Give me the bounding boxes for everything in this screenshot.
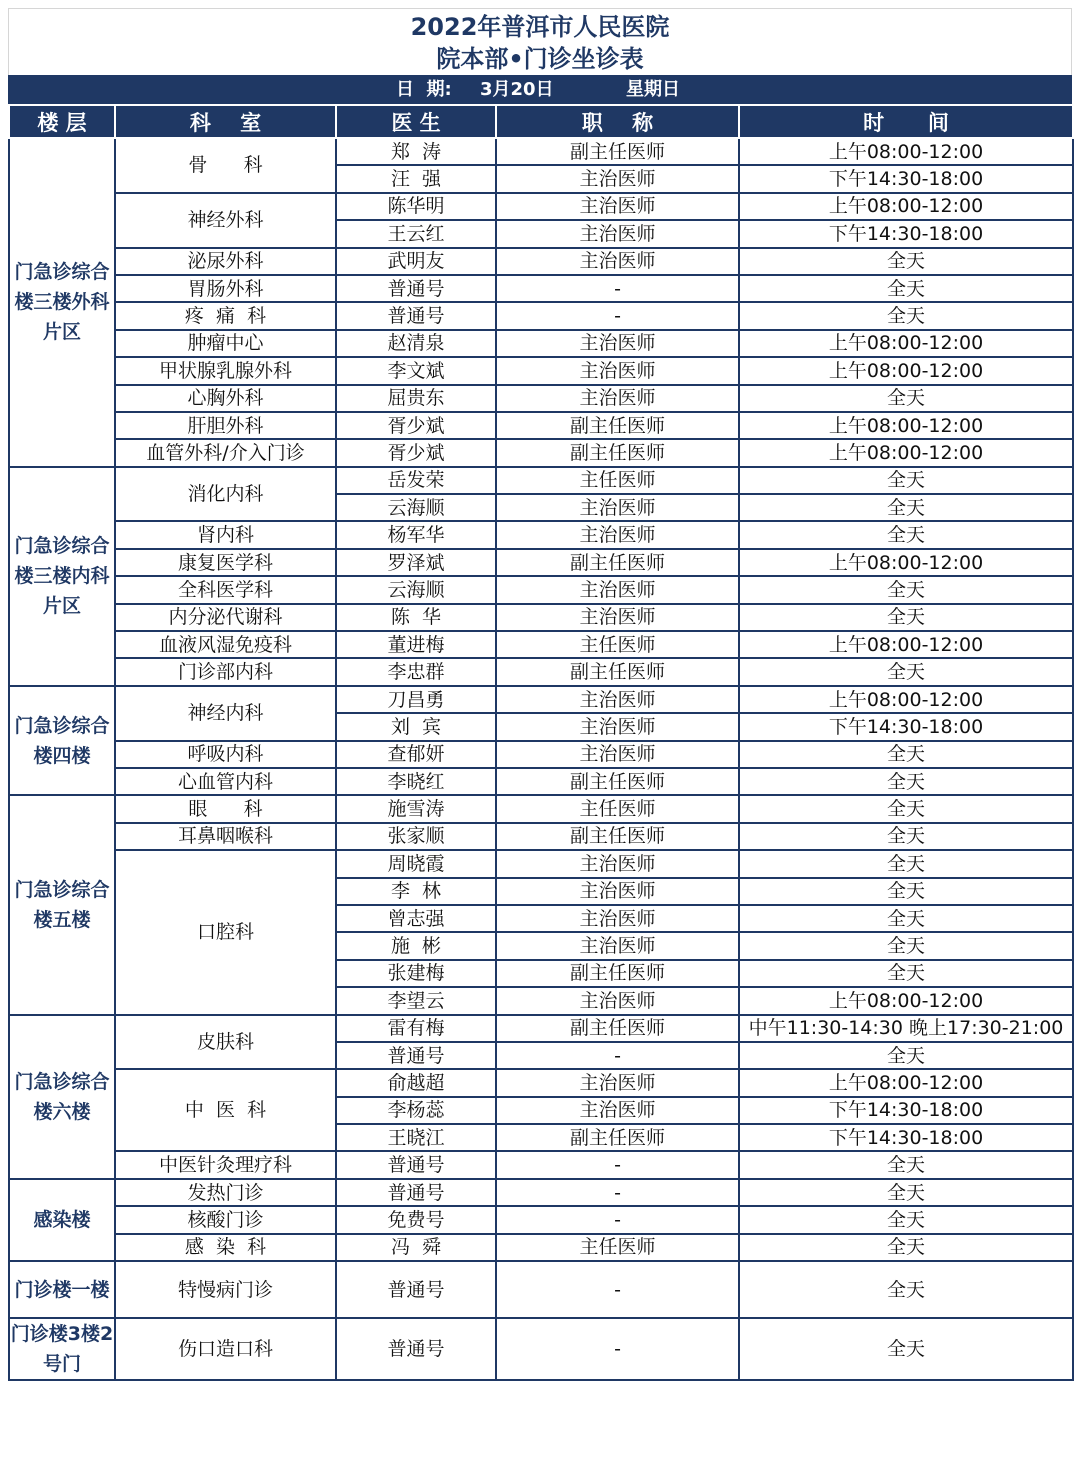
col-header-time: 时 间	[739, 105, 1073, 138]
date-bar	[8, 75, 1072, 104]
doctor-cell: 免费号	[336, 1206, 496, 1233]
department-cell: 血液风湿免疫科	[115, 631, 336, 658]
time-cell: 全天	[739, 385, 1073, 412]
time-cell: 全天	[739, 932, 1073, 959]
department-cell: 皮肤科	[115, 1015, 336, 1070]
doctor-cell: 普通号	[336, 275, 496, 302]
page-title: 2022年普洱市人民医院	[410, 13, 670, 41]
doctor-cell: 普通号	[336, 1151, 496, 1178]
table-row	[9, 604, 1073, 631]
time-cell: 下午14:30-18:00	[739, 165, 1073, 192]
department-cell: 全科医学科	[115, 576, 336, 603]
table-row	[9, 1261, 1073, 1318]
time-cell: 全天	[739, 576, 1073, 603]
department-cell: 发热门诊	[115, 1179, 336, 1206]
time-cell: 上午08:00-12:00	[739, 631, 1073, 658]
table-row	[9, 823, 1073, 850]
time-cell: 全天	[739, 823, 1073, 850]
department-cell: 中 医 科	[115, 1069, 336, 1151]
table-row	[9, 1015, 1073, 1042]
title-cell: 主治医师	[496, 686, 739, 713]
doctor-cell: 武明友	[336, 248, 496, 275]
department-cell: 甲状腺乳腺外科	[115, 357, 336, 384]
table-row	[9, 686, 1073, 713]
doctor-cell: 李忠群	[336, 658, 496, 685]
title-cell: 主治医师	[496, 850, 739, 877]
doctor-cell: 李晓红	[336, 768, 496, 795]
doctor-cell: 屈贵东	[336, 385, 496, 412]
title-cell: 主任医师	[496, 795, 739, 822]
title-cell: -	[496, 1206, 739, 1233]
time-cell: 上午08:00-12:00	[739, 439, 1073, 466]
time-cell: 全天	[739, 878, 1073, 905]
floor-cell: 门急诊综合楼四楼	[9, 686, 115, 796]
title-cell: 主治医师	[496, 220, 739, 247]
doctor-cell: 张家顺	[336, 823, 496, 850]
time-cell: 全天	[739, 1261, 1073, 1318]
department-cell: 特慢病门诊	[115, 1261, 336, 1318]
table-row	[9, 1179, 1073, 1206]
doctor-cell: 云海顺	[336, 494, 496, 521]
doctor-cell: 陈华明	[336, 193, 496, 220]
department-cell: 耳鼻咽喉科	[115, 823, 336, 850]
title-cell: 副主任医师	[496, 1124, 739, 1151]
department-cell: 内分泌代谢科	[115, 604, 336, 631]
col-header-department: 科 室	[115, 105, 336, 138]
department-cell: 神经内科	[115, 686, 336, 741]
title-cell: 副主任医师	[496, 960, 739, 987]
doctor-cell: 赵清泉	[336, 330, 496, 357]
doctor-cell: 罗泽斌	[336, 549, 496, 576]
time-cell: 上午08:00-12:00	[739, 987, 1073, 1014]
department-cell: 伤口造口科	[115, 1318, 336, 1380]
time-cell: 全天	[739, 248, 1073, 275]
title-cell: -	[496, 1151, 739, 1178]
doctor-cell: 施雪涛	[336, 795, 496, 822]
doctor-cell: 刀昌勇	[336, 686, 496, 713]
doctor-cell: 王云红	[336, 220, 496, 247]
department-cell: 泌尿外科	[115, 248, 336, 275]
time-cell: 全天	[739, 795, 1073, 822]
time-cell: 全天	[739, 741, 1073, 768]
department-cell: 胃肠外科	[115, 275, 336, 302]
time-cell: 全天	[739, 1179, 1073, 1206]
title-cell: -	[496, 275, 739, 302]
time-cell: 全天	[739, 1042, 1073, 1069]
doctor-cell: 冯 舜	[336, 1234, 496, 1261]
doctor-cell: 周晓霞	[336, 850, 496, 877]
department-cell: 骨 科	[115, 138, 336, 193]
time-cell: 全天	[739, 494, 1073, 521]
doctor-cell: 岳发荣	[336, 467, 496, 494]
doctor-cell: 云海顺	[336, 576, 496, 603]
doctor-cell: 王晓江	[336, 1124, 496, 1151]
time-cell: 全天	[739, 1206, 1073, 1233]
title-cell: 副主任医师	[496, 138, 739, 165]
table-row	[9, 357, 1073, 384]
department-cell: 核酸门诊	[115, 1206, 336, 1233]
time-cell: 全天	[739, 850, 1073, 877]
time-cell: 全天	[739, 1234, 1073, 1261]
doctor-cell: 李望云	[336, 987, 496, 1014]
title-cell: 主治医师	[496, 1097, 739, 1124]
weekday-value: 星期日	[626, 79, 680, 100]
title-cell: 主治医师	[496, 604, 739, 631]
title-cell: 主治医师	[496, 494, 739, 521]
doctor-cell: 董进梅	[336, 631, 496, 658]
table-row	[9, 1318, 1073, 1380]
doctor-cell: 陈 华	[336, 604, 496, 631]
department-cell: 呼吸内科	[115, 741, 336, 768]
table-row	[9, 768, 1073, 795]
time-cell: 下午14:30-18:00	[739, 713, 1073, 740]
title-cell: 副主任医师	[496, 439, 739, 466]
time-cell: 中午11:30-14:30 晚上17:30-21:00	[739, 1015, 1073, 1042]
title-cell: 副主任医师	[496, 658, 739, 685]
doctor-cell: 李 林	[336, 878, 496, 905]
department-cell: 眼 科	[115, 795, 336, 822]
doctor-cell: 郑 涛	[336, 138, 496, 165]
time-cell: 全天	[739, 905, 1073, 932]
date-value: 3月20日	[480, 79, 554, 100]
page-subtitle: 院本部•门诊坐诊表	[436, 45, 644, 73]
doctor-cell: 胥少斌	[336, 439, 496, 466]
time-cell: 上午08:00-12:00	[739, 357, 1073, 384]
department-cell: 门诊部内科	[115, 658, 336, 685]
time-cell: 全天	[739, 1318, 1073, 1380]
doctor-cell: 汪 强	[336, 165, 496, 192]
title-cell: 主治医师	[496, 987, 739, 1014]
title-cell: 主治医师	[496, 193, 739, 220]
department-cell: 血管外科/介入门诊	[115, 439, 336, 466]
time-cell: 全天	[739, 302, 1073, 329]
table-row	[9, 1234, 1073, 1261]
department-cell: 肾内科	[115, 521, 336, 548]
time-cell: 上午08:00-12:00	[739, 193, 1073, 220]
title-cell: 主治医师	[496, 905, 739, 932]
schedule-sheet	[8, 8, 1072, 1381]
time-cell: 全天	[739, 275, 1073, 302]
department-cell: 神经外科	[115, 193, 336, 248]
title-cell: -	[496, 1318, 739, 1380]
title-cell: 副主任医师	[496, 412, 739, 439]
title-cell: 主治医师	[496, 932, 739, 959]
time-cell: 上午08:00-12:00	[739, 138, 1073, 165]
title-cell: 主治医师	[496, 165, 739, 192]
time-cell: 上午08:00-12:00	[739, 1069, 1073, 1096]
time-cell: 全天	[739, 467, 1073, 494]
time-cell: 上午08:00-12:00	[739, 412, 1073, 439]
doctor-cell: 曾志强	[336, 905, 496, 932]
table-row	[9, 549, 1073, 576]
department-cell: 康复医学科	[115, 549, 336, 576]
table-row	[9, 138, 1073, 165]
doctor-cell: 查郁妍	[336, 741, 496, 768]
doctor-cell: 普通号	[336, 1179, 496, 1206]
title-cell: 副主任医师	[496, 768, 739, 795]
title-cell: 主治医师	[496, 713, 739, 740]
title-block	[8, 8, 1072, 75]
department-cell: 肿瘤中心	[115, 330, 336, 357]
title-cell: -	[496, 1261, 739, 1318]
table-row	[9, 385, 1073, 412]
time-cell: 下午14:30-18:00	[739, 1124, 1073, 1151]
doctor-cell: 张建梅	[336, 960, 496, 987]
date-label: 日 期:	[396, 79, 452, 100]
time-cell: 上午08:00-12:00	[739, 330, 1073, 357]
time-cell: 全天	[739, 960, 1073, 987]
table-row	[9, 658, 1073, 685]
table-row	[9, 248, 1073, 275]
department-cell: 肝胆外科	[115, 412, 336, 439]
doctor-cell: 普通号	[336, 1318, 496, 1380]
department-cell: 口腔科	[115, 850, 336, 1014]
floor-cell: 门诊楼3楼2号门	[9, 1318, 115, 1380]
table-row	[9, 850, 1073, 877]
col-header-doctor: 医 生	[336, 105, 496, 138]
floor-cell: 门急诊综合楼三楼内科片区	[9, 467, 115, 686]
table-row	[9, 1069, 1073, 1096]
time-cell: 下午14:30-18:00	[739, 1097, 1073, 1124]
title-cell: 主治医师	[496, 741, 739, 768]
table-row	[9, 330, 1073, 357]
doctor-cell: 施 彬	[336, 932, 496, 959]
title-cell: 主治医师	[496, 576, 739, 603]
time-cell: 上午08:00-12:00	[739, 686, 1073, 713]
title-cell: 主治医师	[496, 385, 739, 412]
time-cell: 全天	[739, 604, 1073, 631]
time-cell: 全天	[739, 658, 1073, 685]
department-cell: 疼 痛 科	[115, 302, 336, 329]
table-row	[9, 1151, 1073, 1178]
department-cell: 心胸外科	[115, 385, 336, 412]
doctor-cell: 李文斌	[336, 357, 496, 384]
title-cell: -	[496, 302, 739, 329]
doctor-cell: 李杨蕊	[336, 1097, 496, 1124]
doctor-cell: 俞越超	[336, 1069, 496, 1096]
table-row	[9, 467, 1073, 494]
floor-cell: 门急诊综合楼三楼外科片区	[9, 138, 115, 467]
schedule-table	[8, 104, 1074, 1381]
floor-cell: 门急诊综合楼六楼	[9, 1015, 115, 1179]
time-cell: 上午08:00-12:00	[739, 549, 1073, 576]
department-cell: 感 染 科	[115, 1234, 336, 1261]
col-header-title: 职 称	[496, 105, 739, 138]
floor-cell: 门诊楼一楼	[9, 1261, 115, 1318]
table-row	[9, 275, 1073, 302]
table-row	[9, 795, 1073, 822]
doctor-cell: 普通号	[336, 1261, 496, 1318]
title-cell: 主治医师	[496, 521, 739, 548]
table-row	[9, 631, 1073, 658]
department-cell: 中医针灸理疗科	[115, 1151, 336, 1178]
title-cell: 主任医师	[496, 631, 739, 658]
time-cell: 全天	[739, 521, 1073, 548]
floor-cell: 感染楼	[9, 1179, 115, 1261]
title-cell: 主治医师	[496, 357, 739, 384]
title-cell: 主治医师	[496, 330, 739, 357]
title-cell: 主治医师	[496, 1069, 739, 1096]
department-cell: 消化内科	[115, 467, 336, 522]
table-row	[9, 193, 1073, 220]
table-row	[9, 576, 1073, 603]
schedule-body	[9, 138, 1073, 1380]
title-cell: -	[496, 1179, 739, 1206]
time-cell: 下午14:30-18:00	[739, 220, 1073, 247]
title-cell: 主治医师	[496, 878, 739, 905]
title-cell: 副主任医师	[496, 823, 739, 850]
table-row	[9, 1206, 1073, 1233]
doctor-cell: 雷有梅	[336, 1015, 496, 1042]
header-row	[9, 105, 1073, 138]
floor-cell: 门急诊综合楼五楼	[9, 795, 115, 1014]
department-cell: 心血管内科	[115, 768, 336, 795]
doctor-cell: 刘 宾	[336, 713, 496, 740]
doctor-cell: 杨军华	[336, 521, 496, 548]
title-cell: 主治医师	[496, 248, 739, 275]
table-row	[9, 412, 1073, 439]
table-row	[9, 302, 1073, 329]
table-row	[9, 439, 1073, 466]
title-cell: 副主任医师	[496, 1015, 739, 1042]
title-cell: -	[496, 1042, 739, 1069]
table-row	[9, 741, 1073, 768]
doctor-cell: 胥少斌	[336, 412, 496, 439]
time-cell: 全天	[739, 1151, 1073, 1178]
title-cell: 主任医师	[496, 467, 739, 494]
doctor-cell: 普通号	[336, 302, 496, 329]
col-header-floor: 楼 层	[9, 105, 115, 138]
title-cell: 主任医师	[496, 1234, 739, 1261]
title-cell: 副主任医师	[496, 549, 739, 576]
time-cell: 全天	[739, 768, 1073, 795]
table-row	[9, 521, 1073, 548]
doctor-cell: 普通号	[336, 1042, 496, 1069]
